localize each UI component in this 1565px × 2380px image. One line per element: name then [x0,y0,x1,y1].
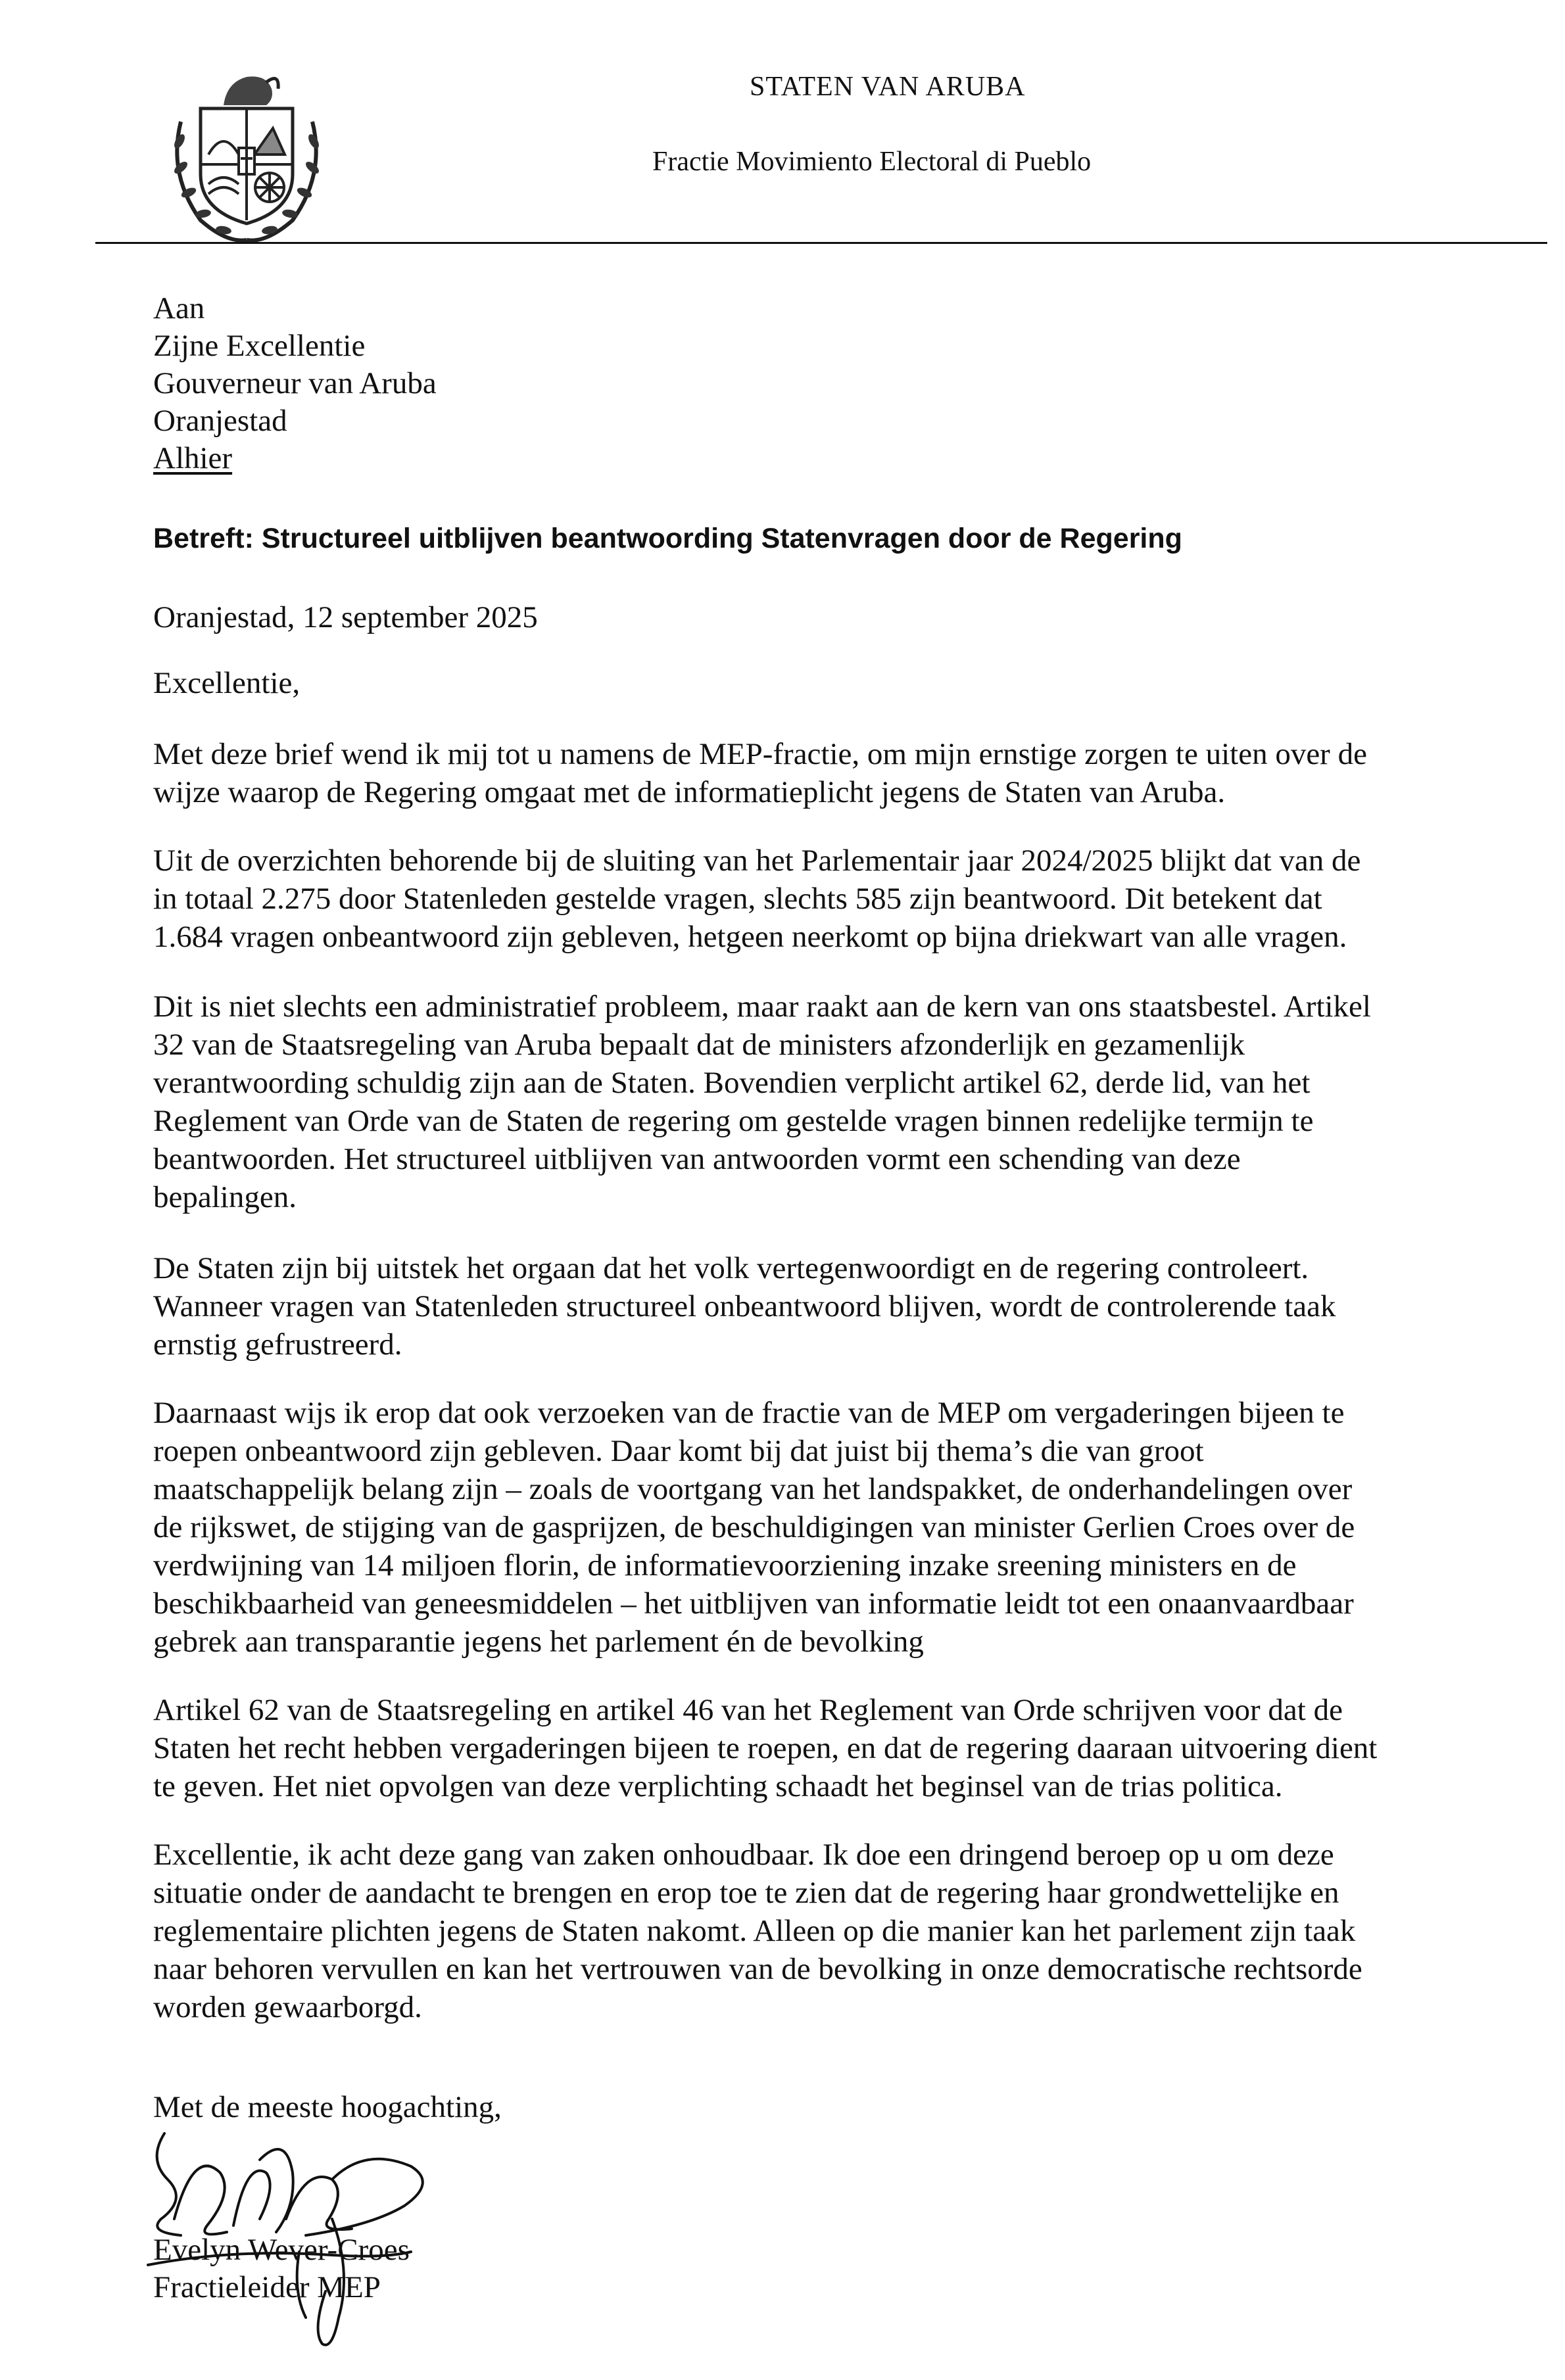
text-line: in totaal 2.275 door Statenleden gestelde vragen, slechts 585 zijn beantwoord. Dit betekent dat [153,882,1322,916]
address-line: Aan [153,291,205,325]
organization-name: STATEN VAN ARUBA [750,72,1026,102]
text-line: beantwoorden. Het structureel uitblijven van antwoorden vormt een schending van deze [153,1142,1241,1176]
salutation: Excellentie, [153,666,301,700]
body-paragraph [153,1836,1468,2026]
text-line: Daarnaast wijs ik erop dat ook verzoeken van de fractie van de MEP om vergaderingen bijeen te [153,1396,1345,1430]
body-paragraph [153,988,1468,1216]
text-line: de rijkswet, de stijging van de gasprijzen, de beschuldigingen van minister Gerlien Croes over de [153,1510,1355,1544]
header-divider [95,242,1547,244]
text-line: Wanneer vragen van Statenleden structureel onbeantwoord blijven, wordt de controlerende taak [153,1289,1336,1323]
address-line: Zijne Excellentie [153,329,366,363]
closing-phrase: Met de meeste hoogachting, [153,2090,502,2124]
address-line: Alhier [153,441,233,475]
text-line: verantwoording schuldig zijn aan de Staten. Bovendien verplicht artikel 62, derde lid, van het [153,1066,1311,1100]
place-date: Oranjestad, 12 september 2025 [153,600,538,634]
fraction-name: Fractie Movimiento Electoral di Pueblo [652,147,1092,177]
text-line: bepalingen. [153,1180,297,1214]
signer-name: Evelyn Wever-Croes [153,2233,410,2267]
body-paragraph [153,735,1468,811]
text-line: wijze waarop de Regering omgaat met de informatieplicht jegens de Staten van Aruba. [153,775,1226,809]
body-paragraph [153,1691,1468,1805]
address-line: Oranjestad [153,404,287,438]
text-line: roepen onbeantwoord zijn gebleven. Daar komt bij dat juist bij thema’s die van groot [153,1434,1204,1468]
text-line: gebrek aan transparantie jegens het parlement én de bevolking [153,1625,924,1659]
text-line: ernstig gefrustreerd. [153,1327,402,1362]
address-line: Gouverneur van Aruba [153,366,437,400]
text-line: Artikel 62 van de Staatsregeling en artikel 46 van het Reglement van Orde schrijven voor dat de [153,1693,1343,1727]
text-line: Excellentie, ik acht deze gang van zaken onhoudbaar. Ik doe een dringend beroep op u om deze [153,1838,1334,1872]
text-line: reglementaire plichten jegens de Staten nakomt. Alleen op die manier kan het parlement zijn taak [153,1914,1356,1948]
signer-role: Fractieleider MEP [153,2270,381,2304]
text-line: te geven. Het niet opvolgen van deze verplichting schaadt het beginsel van de trias politica. [153,1769,1283,1803]
text-line: worden gewaarborgd. [153,1990,422,2024]
text-line: 32 van de Staatsregeling van Aruba bepaalt dat de ministers afzonderlijk en gezamenlijk [153,1028,1245,1062]
text-line: Met deze brief wend ik mij tot u namens de MEP-fractie, om mijn ernstige zorgen te uiten over de [153,737,1367,771]
text-line: situatie onder de aandacht te brengen en erop toe te zien dat de regering haar grondwettelijke en [153,1876,1339,1910]
handwritten-signature [135,2120,444,2357]
body-paragraph [153,842,1468,956]
text-line: naar behoren vervullen en kan het vertrouwen van de bevolking in onze democratische rechtsorde [153,1952,1362,1986]
body-paragraph [153,1394,1468,1661]
text-line: Staten het recht hebben vergaderingen bijeen te roepen, en dat de regering daaraan uitvoering dient [153,1731,1378,1765]
text-line: verdwijning van 14 miljoen florin, de informatievoorziening inzake sreening ministers en de [153,1548,1297,1583]
body-paragraph [153,1249,1468,1364]
text-line: Uit de overzichten behorende bij de sluiting van het Parlementair jaar 2024/2025 blijkt dat van de [153,844,1361,878]
text-line: Dit is niet slechts een administratief probleem, maar raakt aan de kern van ons staatsbestel. Artikel [153,989,1371,1024]
text-line: maatschappelijk belang zijn – zoals de voortgang van het landspakket, de onderhandelingen over [153,1472,1353,1506]
text-line: beschikbaarheid van geneesmiddelen – het uitblijven van informatie leidt tot een onaanvaardbaar [153,1586,1354,1621]
letter-subject: Betreft: Structureel uitblijven beantwoording Statenvragen door de Regering [153,523,1182,554]
text-line: Reglement van Orde van de Staten de regering om gestelde vragen binnen redelijke termijn te [153,1104,1314,1138]
text-line: 1.684 vragen onbeantwoord zijn gebleven, hetgeen neerkomt op bijna driekwart van alle vragen. [153,920,1347,954]
coat-of-arms-emblem [161,62,332,247]
text-line: De Staten zijn bij uitstek het orgaan dat het volk vertegenwoordigt en de regering controleert. [153,1251,1309,1285]
